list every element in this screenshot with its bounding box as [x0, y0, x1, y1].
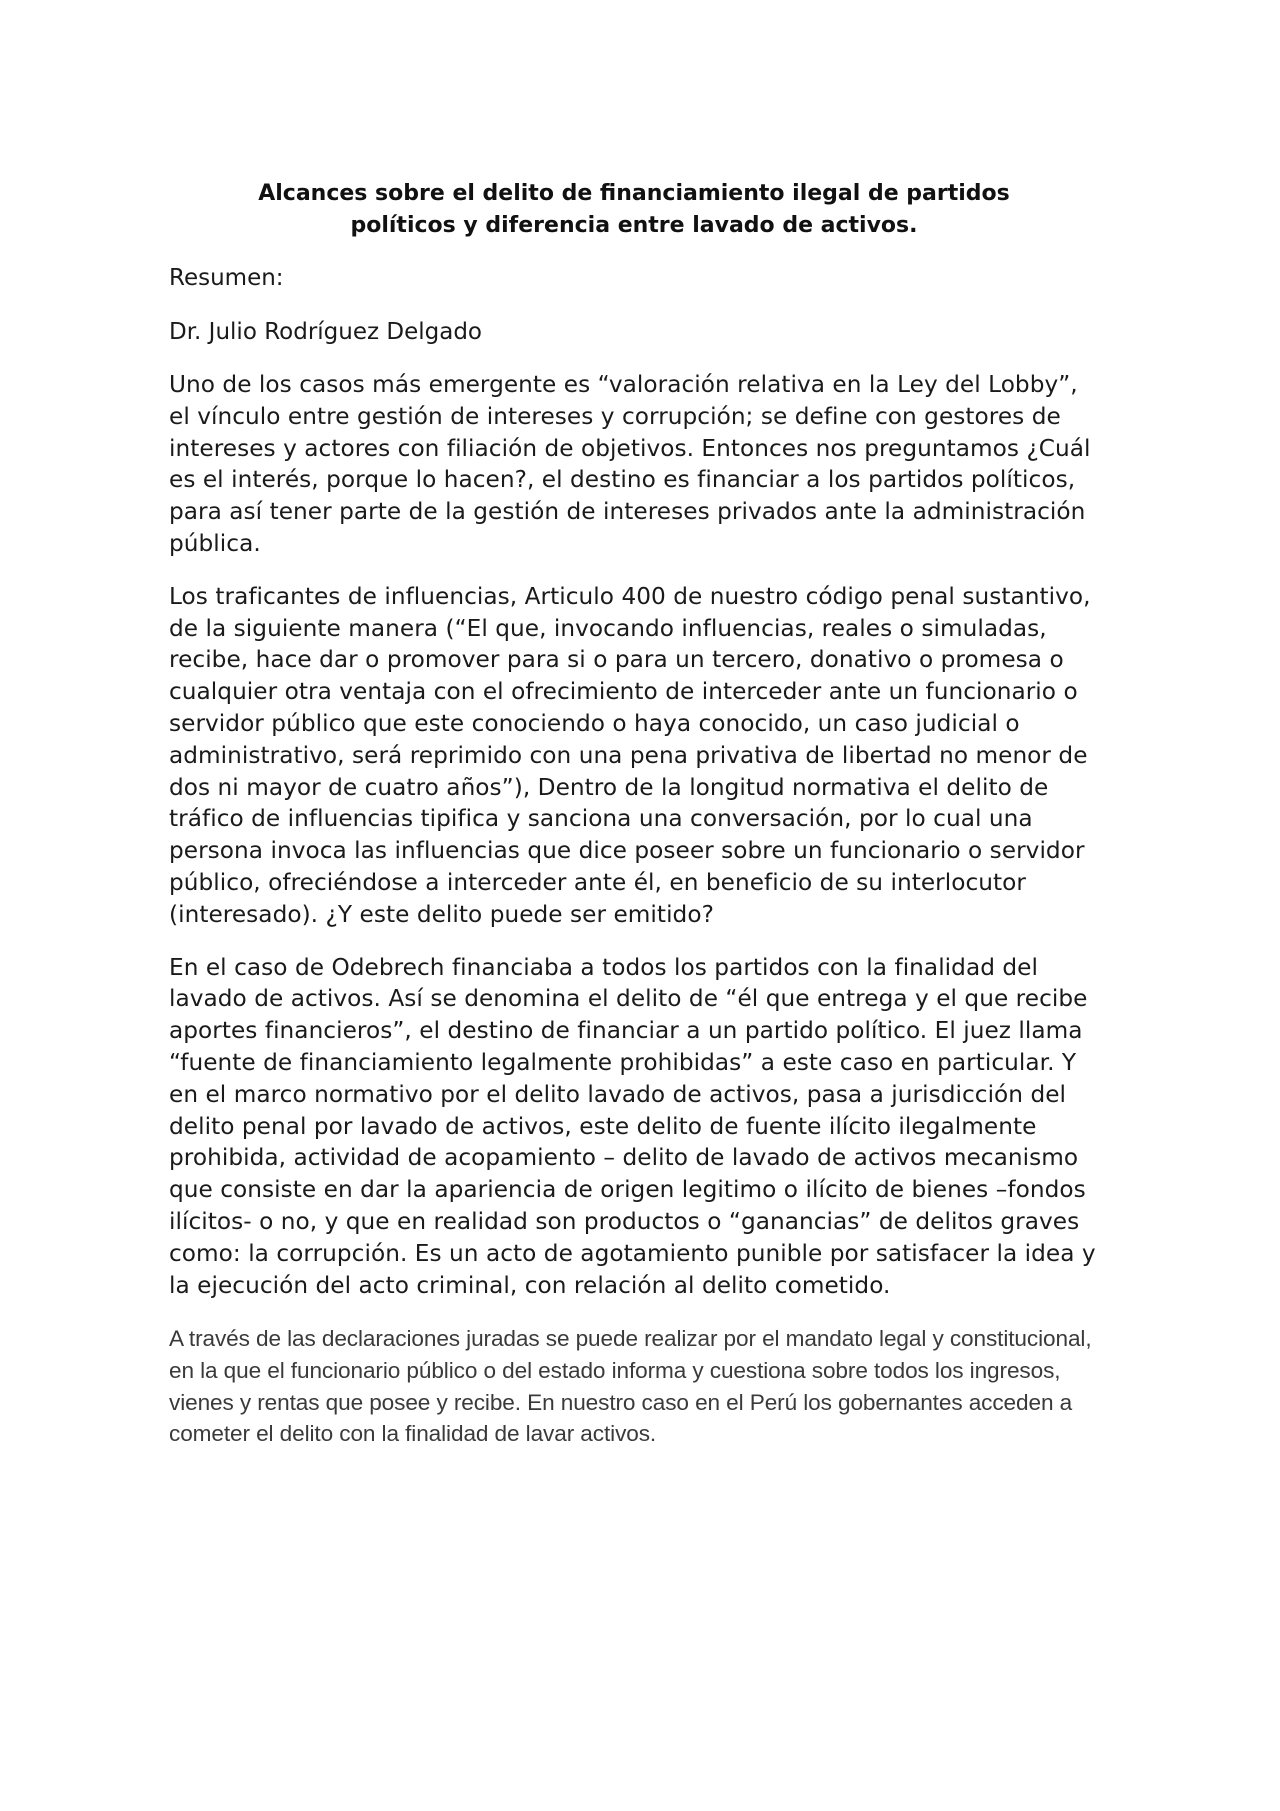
- resumen-label: Resumen:: [169, 265, 284, 291]
- paragraph-trafico-influencias: Los traficantes de influencias, Articulo 400 de nuestro código penal sustantivo, de la siguiente manera (“El que, invocando influencias, reales o simuladas, recibe, hace dar o promover para si o para un tercero, donativo o promesa o cualquier otra ventaja con el ofrecimiento de interceder ante un funcionario o servidor público que este conociendo o haya conocido, un caso judicial o administrativo, será reprimido con una pena privativa de libertad no menor de dos ni mayor de cuatro años”), Dentro de la longitud normativa el delito de tráfico de influencias tipifica y sanciona una conversación, por lo cual una persona invoca las influencias que dice poseer sobre un funcionario o servidor público, ofreciéndose a interceder ante él, en beneficio de su interlocutor (interesado). ¿Y este delito puede ser emitido?: [169, 582, 1091, 928]
- title-line-1: Alcances sobre el delito de financiamiento ilegal de partidos: [258, 181, 1010, 206]
- author-name: Dr. Julio Rodríguez Delgado: [169, 319, 482, 345]
- title-line-2: políticos y diferencia entre lavado de activos.: [350, 213, 918, 238]
- paragraph-odebrecht: En el caso de Odebrech financiaba a todos los partidos con la finalidad del lavado de activos. Así se denomina el delito de “él que entrega y el que recibe aportes financieros”, el destino de financiar a un partido político. El juez llama “fuente de financiamiento legalmente prohibidas” a este caso en particular. Y en el marco normativo por el delito lavado de activos, pasa a jurisdicción del delito penal por lavado de activos, este delito de fuente ilícito ilegalmente prohibida, actividad de acopamiento – delito de lavado de activos mecanismo que consiste en dar la apariencia de origen legitimo o ilícito de bienes –fondos ilícitos- o no, y que en realidad son productos o “ganancias” de delitos graves como: la corrupción. Es un acto de agotamiento punible por satisfacer la idea y la ejecución del acto criminal, con relación al delito cometido.: [169, 953, 1096, 1299]
- paragraph-lobby: Uno de los casos más emergente es “valoración relativa en la Ley del Lobby”, el vínculo entre gestión de intereses y corrupción; se define con gestores de intereses y actores con filiación de objetivos. Entonces nos preguntamos ¿Cuál es el interés, porque lo hacen?, el destino es financiar a los partidos políticos, para así tener parte de la gestión de intereses privados ante la administración pública.: [169, 371, 1091, 557]
- document-body: [169, 178, 1099, 1450]
- document-title: [169, 178, 1099, 242]
- paragraph-declaraciones-juradas: A través de las declaraciones juradas se puede realizar por el mandato legal y constitucional, en la que el funcionario público o del estado informa y cuestiona sobre todos los ingresos, vienes y rentas que posee y recibe. En nuestro caso en el Perú los gobernantes acceden a cometer el delito con la finalidad de lavar activos.: [169, 1326, 1092, 1447]
